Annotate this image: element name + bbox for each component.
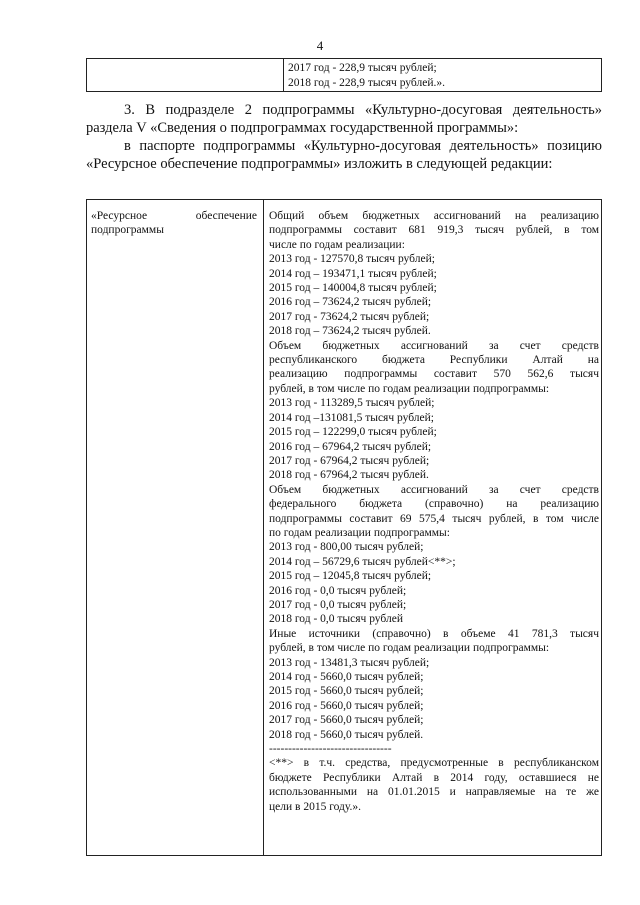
resource-value-line: 2017 год - 73624,2 тысяч рублей;: [269, 310, 430, 323]
resource-value-line: рублей, в том числе по годам реализации подпрограммы:: [269, 382, 550, 395]
resource-value-line: 2017 год - 67964,2 тысяч рублей;: [269, 454, 430, 467]
resource-value-line: <**> в т.ч. средства, предусмотренные в республиканском: [269, 757, 599, 770]
resource-value-line: Объем бюджетных ассигнований за счет средств: [269, 483, 599, 496]
resource-value-line: 2015 год – 12045,8 тысяч рублей;: [269, 570, 432, 583]
resource-value-line: 2013 год - 13481,3 тысяч рублей;: [269, 656, 430, 669]
resource-value-line: федерального бюджета (справочно) на реализацию: [269, 498, 599, 511]
resource-value-line: --------------------------------: [269, 743, 392, 756]
resource-value-line: 2018 год – 73624,2 тысяч рублей.: [269, 325, 431, 338]
resource-value-line: 2015 год – 140004,8 тысяч рублей;: [269, 282, 437, 295]
resource-value-line: республиканского бюджета Республики Алтай на: [269, 354, 599, 367]
resource-value-line: подпрограммы составит 681 919,3 тысяч рублей, в том: [269, 224, 599, 237]
resource-value-line: 2014 год – 193471,1 тысяч рублей;: [269, 267, 437, 280]
resource-value-line: 2015 год – 122299,0 тысяч рублей;: [269, 426, 437, 439]
resource-value-line: 2018 год - 0,0 тысяч рублей: [269, 613, 403, 626]
resource-value-line: 2018 год - 5660,0 тысяч рублей.: [269, 728, 424, 741]
resource-value-line: цели в 2015 году.».: [269, 800, 362, 813]
resource-value-line: 2018 год - 67964,2 тысяч рублей.: [269, 469, 429, 482]
resource-value-line: реализацию подпрограммы составит 570 562,6 тысяч: [269, 368, 599, 381]
resource-value-line: Иные источники (справочно) в объеме 41 781,3 тысяч: [269, 627, 599, 640]
resource-label-cell: [91, 209, 257, 238]
resource-value-line: 2015 год - 5660,0 тысяч рублей;: [269, 685, 424, 698]
table-column-divider: [263, 200, 264, 855]
resource-value-line: 2014 год – 56729,6 тысяч рублей<**>;: [269, 555, 456, 568]
resource-value-line: 2017 год - 0,0 тысяч рублей;: [269, 598, 407, 611]
continuation-cell: [288, 61, 445, 91]
table-column-divider: [283, 59, 284, 91]
resource-value-line: 2017 год - 5660,0 тысяч рублей;: [269, 714, 424, 727]
resource-value-line: подпрограммы составит 69 575,4 тысяч рублей, в том числе: [269, 512, 599, 525]
resource-value-line: 2013 год - 800,00 тысяч рублей;: [269, 541, 424, 554]
resource-value-line: 2014 год - 5660,0 тысяч рублей;: [269, 671, 424, 683]
resource-value-line: 2016 год - 5660,0 тысяч рублей;: [269, 699, 424, 712]
resource-value-line: рублей, в том числе по годам реализации подпрограммы:: [269, 642, 550, 655]
resource-label-line-2: подпрограммы: [91, 224, 164, 237]
paragraph-passport: в паспорте подпрограммы «Культурно-досуговая деятельность» позицию «Ресурсное обеспечение подпрограммы» изложить в следующей редакции:: [86, 138, 602, 172]
page-number: 4: [316, 38, 324, 53]
resource-value-line: Общий объем бюджетных ассигнований на реализацию: [269, 210, 599, 222]
resource-value-line: числе по годам реализации:: [269, 238, 405, 251]
continuation-line-2017: 2017 год - 228,9 тысяч рублей;: [288, 62, 437, 74]
continuation-line-2018: 2018 год - 228,9 тысяч рублей.».: [288, 77, 445, 89]
resource-value-cell: [269, 209, 599, 814]
resource-value-line: 2016 год – 73624,2 тысяч рублей;: [269, 296, 432, 309]
resource-value-line: использованными на 01.01.2015 и направляемые на те же: [269, 786, 599, 799]
paragraph-item-3: 3. В подразделе 2 подпрограммы «Культурно-досуговая деятельность» раздела V «Сведения о подпрограммах государственной программы»:: [86, 102, 602, 136]
resource-label-line-1: «Ресурсное обеспечение: [91, 210, 257, 222]
resource-table: [86, 199, 602, 856]
resource-value-line: 2013 год - 113289,5 тысяч рублей;: [269, 397, 435, 410]
resource-value-line: 2013 год - 127570,8 тысяч рублей;: [269, 253, 435, 266]
resource-value-line: 2014 год –131081,5 тысяч рублей;: [269, 411, 434, 424]
resource-value-line: по годам реализации подпрограммы:: [269, 526, 450, 539]
continuation-table: [86, 58, 602, 92]
resource-value-line: Объем бюджетных ассигнований за счет средств: [269, 339, 599, 352]
resource-value-line: 2016 год - 0,0 тысяч рублей;: [269, 584, 407, 597]
resource-value-line: 2016 год – 67964,2 тысяч рублей;: [269, 440, 432, 453]
resource-value-line: бюджете Республики Алтай в 2014 году, оставшиеся не: [269, 771, 599, 784]
